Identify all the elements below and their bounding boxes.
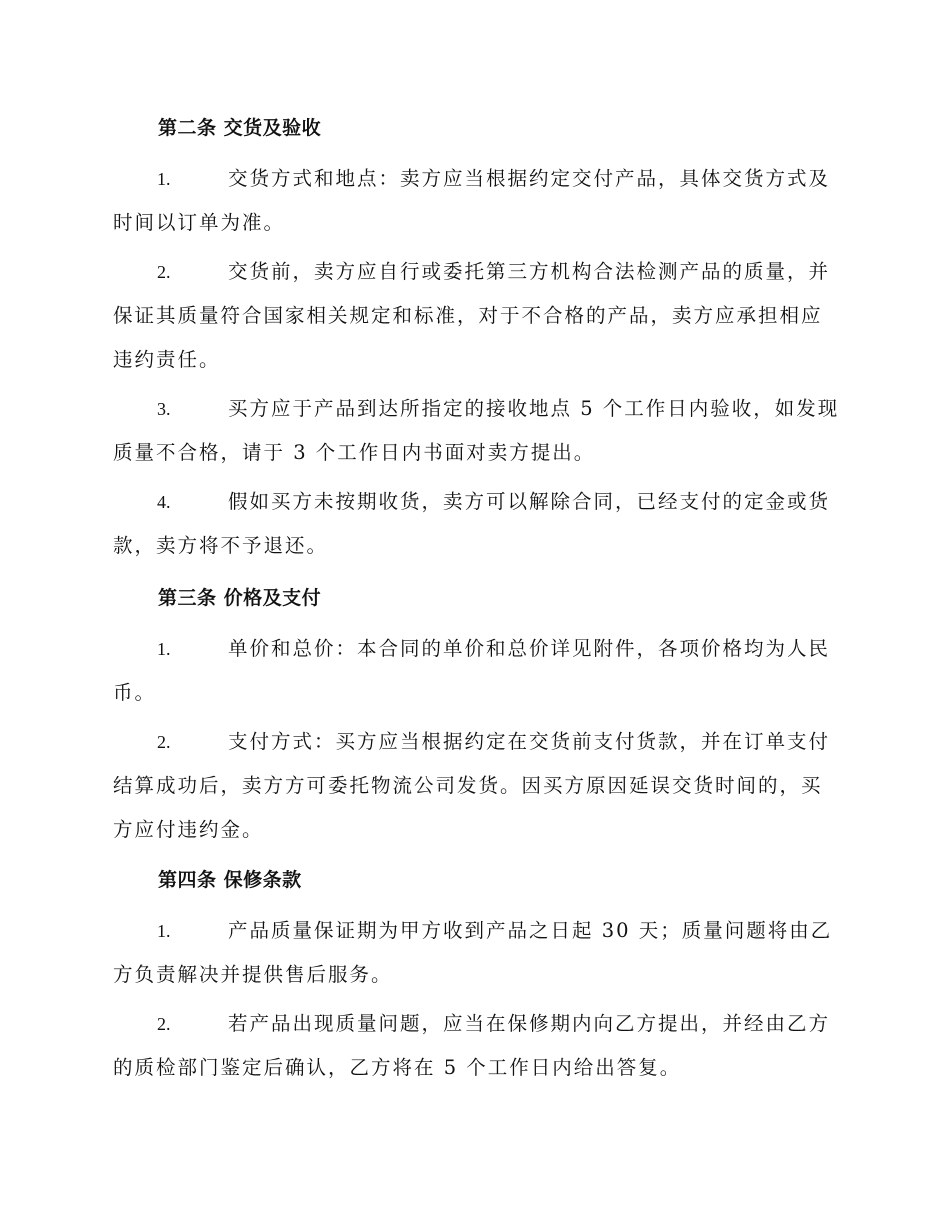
item-number: 2. <box>157 732 171 752</box>
article-3-item-1 <box>113 627 833 715</box>
article-4-item-1 <box>113 909 833 997</box>
item-number: 1. <box>157 921 171 941</box>
item-text-line: 币。 <box>113 681 157 704</box>
item-text-line: 质量不合格，请于 3 个工作日内书面对卖方提出。 <box>113 441 596 464</box>
article-2-item-1 <box>113 157 833 245</box>
item-text-line: 违约责任。 <box>113 348 221 371</box>
article-2-item-2 <box>113 250 833 382</box>
item-text-line: 交货前，卖方应自行或委托第三方机构合法检测产品的质量，并 <box>228 260 831 283</box>
article-2-item-3 <box>113 387 840 475</box>
article-2-heading: 第二条 交货及验收 <box>158 117 322 139</box>
item-text-line: 时间以订单为准。 <box>113 211 286 234</box>
item-number: 1. <box>157 169 171 189</box>
item-text-line: 的质检部门鉴定后确认，乙方将在 5 个工作日内给出答复。 <box>113 1056 682 1079</box>
item-number: 2. <box>157 262 171 282</box>
item-number: 3. <box>157 399 171 419</box>
article-2-item-4 <box>113 480 833 568</box>
item-text-line: 假如买方未按期收货，卖方可以解除合同，已经支付的定金或货 <box>228 490 831 513</box>
item-number: 1. <box>157 639 171 659</box>
item-text-line: 方负责解决并提供售后服务。 <box>113 963 393 986</box>
item-text-line: 方应付违约金。 <box>113 818 264 841</box>
item-number: 2. <box>157 1014 171 1034</box>
item-text-line: 单价和总价：本合同的单价和总价详见附件，各项价格均为人民 <box>228 637 831 660</box>
item-text-line: 交货方式和地点：卖方应当根据约定交付产品，具体交货方式及 <box>228 167 831 190</box>
item-text-line: 款，卖方将不予退还。 <box>113 534 329 557</box>
item-text-line: 结算成功后，卖方方可委托物流公司发货。因买方原因延误交货时间的，买 <box>113 774 823 797</box>
article-4-heading: 第四条 保修条款 <box>158 869 302 891</box>
item-text-line: 保证其质量符合国家相关规定和标准，对于不合格的产品，卖方应承担相应 <box>113 304 823 327</box>
item-text-line: 支付方式：买方应当根据约定在交货前支付货款，并在订单支付 <box>228 730 831 753</box>
item-text-line: 买方应于产品到达所指定的接收地点 5 个工作日内验收，如发现 <box>228 397 840 420</box>
article-3-item-2 <box>113 720 833 852</box>
item-number: 4. <box>157 492 171 512</box>
item-text-line: 若产品出现质量问题，应当在保修期内向乙方提出，并经由乙方 <box>228 1012 831 1035</box>
item-text-line: 产品质量保证期为甲方收到产品之日起 30 天；质量问题将由乙 <box>228 919 833 942</box>
article-4-item-2 <box>113 1002 833 1090</box>
article-3-heading: 第三条 价格及支付 <box>158 587 322 609</box>
